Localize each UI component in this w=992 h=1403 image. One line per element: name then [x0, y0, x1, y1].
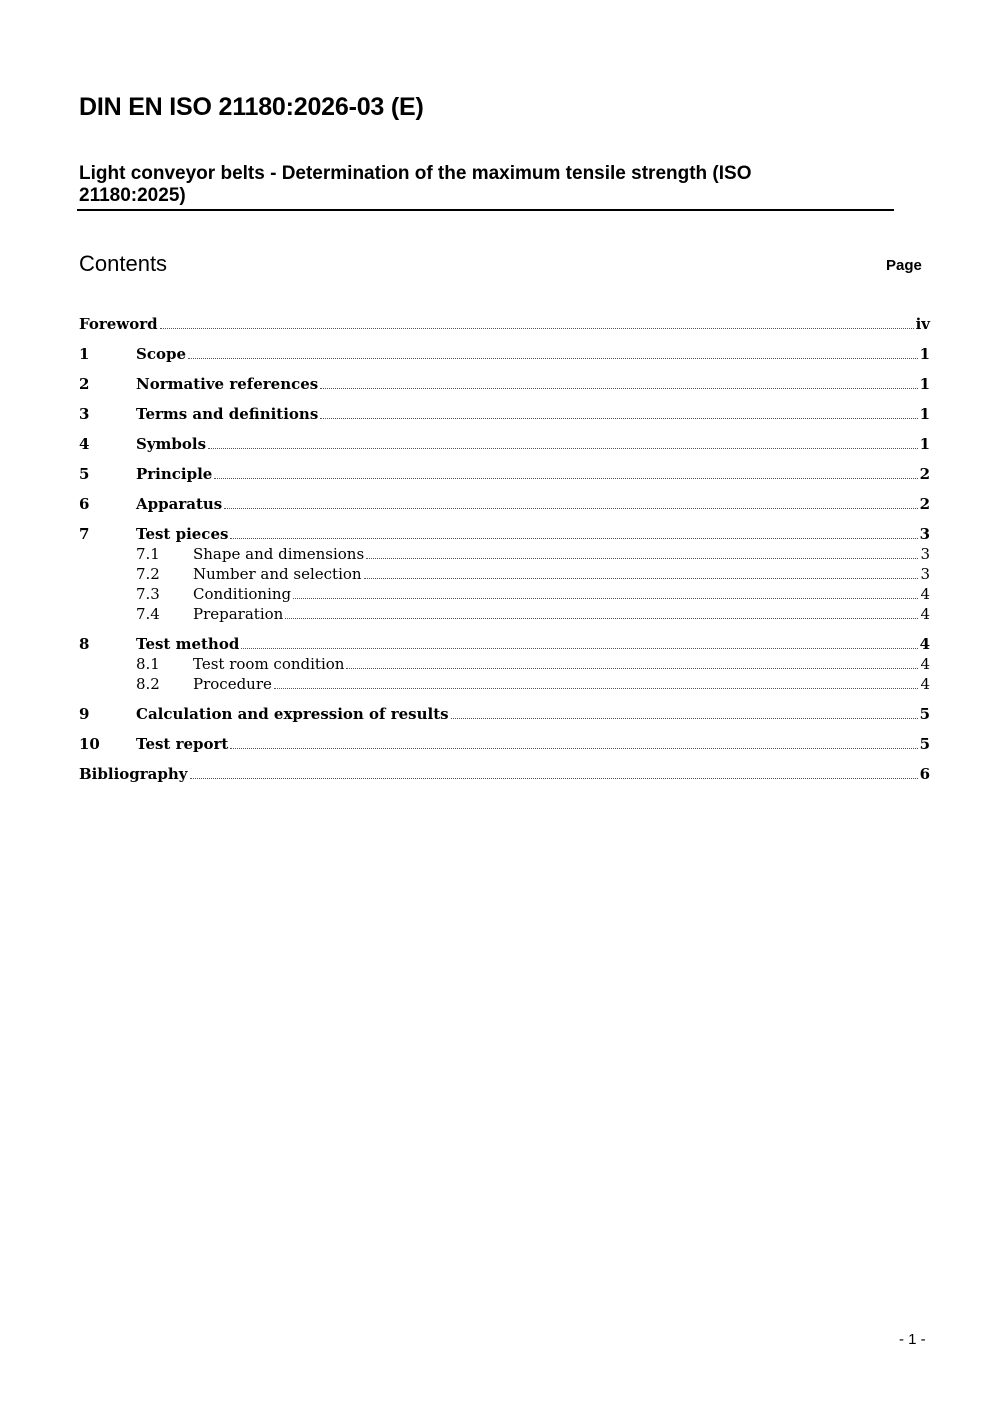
toc-entry-page[interactable]: 3 [919, 525, 930, 543]
toc-entry-number: 7.4 [136, 605, 160, 623]
toc-entry-page[interactable]: 4 [920, 675, 930, 693]
toc-entry-label[interactable]: Shape and dimensions [193, 545, 365, 563]
toc-entry[interactable] [79, 464, 930, 484]
table-of-contents [79, 314, 930, 784]
toc-entry-number: 2 [79, 375, 90, 393]
toc-entry-page[interactable]: 6 [919, 765, 930, 783]
toc-entry[interactable] [79, 524, 930, 544]
toc-dot-leader [190, 778, 918, 779]
toc-entry-label[interactable]: Test method [136, 635, 240, 653]
toc-entry[interactable] [79, 764, 930, 784]
toc-entry-label[interactable]: Foreword [79, 315, 158, 333]
toc-entry-label[interactable]: Conditioning [193, 585, 292, 603]
toc-entry-label[interactable]: Calculation and expression of results [136, 705, 449, 723]
toc-entry-page[interactable]: 5 [919, 735, 930, 753]
toc-entry-page[interactable]: 5 [919, 705, 930, 723]
toc-entry-number: 7.2 [136, 565, 160, 583]
toc-dot-leader [346, 668, 918, 669]
toc-entry-label[interactable]: Test pieces [136, 525, 229, 543]
toc-entry-page[interactable]: 4 [920, 605, 930, 623]
toc-entry[interactable] [79, 654, 930, 674]
toc-entry-label[interactable]: Principle [136, 465, 213, 483]
toc-entry[interactable] [79, 674, 930, 694]
toc-entry-page[interactable]: 1 [919, 375, 930, 393]
toc-dot-leader [230, 538, 917, 539]
toc-entry-label[interactable]: Procedure [193, 675, 272, 693]
toc-entry-page[interactable]: 1 [919, 405, 930, 423]
toc-entry[interactable] [79, 374, 930, 394]
toc-entry-label[interactable]: Symbols [136, 435, 207, 453]
toc-entry[interactable] [79, 734, 930, 754]
toc-dot-leader [451, 718, 918, 719]
toc-entry-page[interactable]: 4 [919, 635, 930, 653]
toc-entry-label[interactable]: Test room condition [193, 655, 345, 673]
toc-dot-leader [188, 358, 918, 359]
toc-entry[interactable] [79, 704, 930, 724]
toc-entry-label[interactable]: Apparatus [136, 495, 223, 513]
toc-dot-leader [241, 648, 917, 649]
toc-entry-label[interactable]: Number and selection [193, 565, 362, 583]
toc-entry-number: 6 [79, 495, 90, 513]
toc-entry-number: 7 [79, 525, 90, 543]
toc-entry[interactable] [79, 564, 930, 584]
toc-entry-number: 3 [79, 405, 90, 423]
toc-entry-number: 4 [79, 435, 90, 453]
toc-entry[interactable] [79, 404, 930, 424]
toc-entry-page[interactable]: 2 [919, 495, 930, 513]
toc-entry[interactable] [79, 544, 930, 564]
toc-dot-leader [208, 448, 918, 449]
toc-dot-leader [160, 328, 914, 329]
toc-entry-page[interactable]: 4 [920, 655, 930, 673]
toc-entry[interactable] [79, 314, 930, 334]
page-column-label: Page [886, 257, 922, 274]
toc-dot-leader [214, 478, 917, 479]
toc-entry-label[interactable]: Normative references [136, 375, 319, 393]
toc-entry-number: 10 [79, 735, 100, 753]
toc-entry-page[interactable]: 3 [920, 545, 930, 563]
toc-entry[interactable] [79, 604, 930, 624]
toc-entry-number: 7.1 [136, 545, 160, 563]
toc-dot-leader [320, 388, 917, 389]
document-subtitle: Light conveyor belts - Determination of the maximum tensile strength (ISO 21180:2025) [79, 163, 752, 206]
toc-entry[interactable] [79, 634, 930, 654]
toc-dot-leader [230, 748, 917, 749]
toc-entry-page[interactable]: 1 [919, 345, 930, 363]
contents-heading: Contents [79, 251, 168, 276]
toc-dot-leader [320, 418, 917, 419]
toc-dot-leader [274, 688, 919, 689]
toc-entry-page[interactable]: 1 [919, 435, 930, 453]
title-divider [77, 209, 894, 211]
toc-dot-leader [293, 598, 918, 599]
document-title: DIN EN ISO 21180:2026-03 (E) [79, 93, 424, 121]
toc-entry-number: 8.2 [136, 675, 160, 693]
toc-entry[interactable] [79, 494, 930, 514]
toc-entry-page[interactable]: iv [915, 315, 930, 333]
toc-entry[interactable] [79, 344, 930, 364]
toc-entry-page[interactable]: 4 [920, 585, 930, 603]
toc-dot-leader [366, 558, 918, 559]
toc-entry-number: 7.3 [136, 585, 160, 603]
toc-entry-label[interactable]: Bibliography [79, 765, 188, 783]
toc-entry-number: 8.1 [136, 655, 160, 673]
toc-dot-leader [224, 508, 917, 509]
toc-entry-label[interactable]: Terms and definitions [136, 405, 319, 423]
toc-entry-label[interactable]: Test report [136, 735, 229, 753]
toc-entry-page[interactable]: 2 [919, 465, 930, 483]
toc-entry-number: 8 [79, 635, 90, 653]
page-number: - 1 - [899, 1331, 926, 1348]
toc-entry-number: 5 [79, 465, 90, 483]
toc-entry-page[interactable]: 3 [920, 565, 930, 583]
toc-entry-label[interactable]: Scope [136, 345, 187, 363]
toc-entry[interactable] [79, 434, 930, 454]
toc-dot-leader [285, 618, 918, 619]
toc-entry[interactable] [79, 584, 930, 604]
toc-dot-leader [364, 578, 919, 579]
toc-entry-label[interactable]: Preparation [193, 605, 284, 623]
toc-entry-number: 1 [79, 345, 90, 363]
toc-entry-number: 9 [79, 705, 90, 723]
